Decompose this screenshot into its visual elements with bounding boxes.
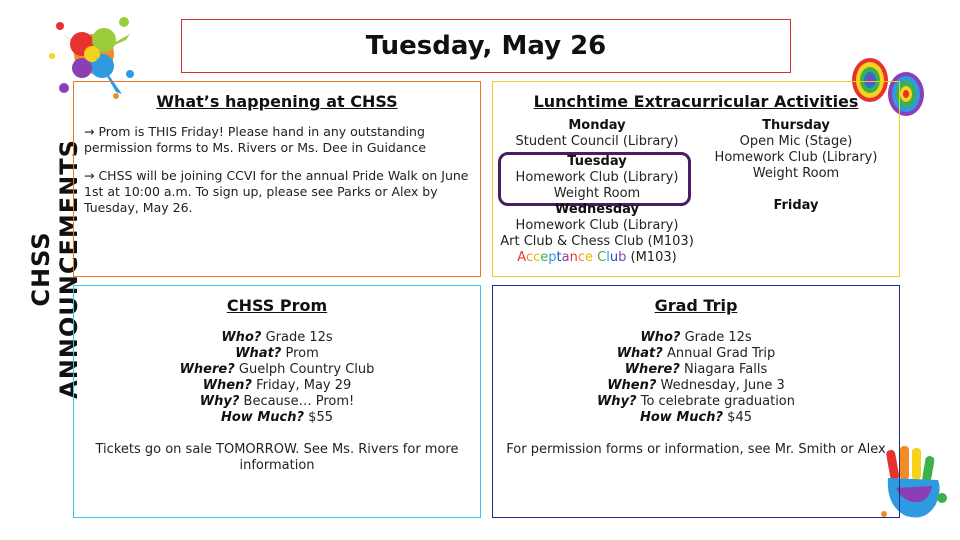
detail-label: How Much? — [220, 410, 305, 425]
day-friday: Friday — [773, 198, 819, 213]
detail-row — [74, 362, 480, 378]
acceptance-word: Acceptance — [517, 250, 594, 265]
lunchtime-title: Lunchtime Extracurricular Activities — [533, 92, 859, 111]
activity-item: Weight Room — [752, 166, 840, 181]
detail-label: What? — [616, 346, 663, 361]
detail-value: Wednesday, June 3 — [660, 378, 785, 393]
whats-happening-body — [84, 124, 474, 228]
detail-row — [493, 346, 899, 362]
club-word: Club — [597, 250, 627, 265]
prom-panel — [73, 285, 481, 518]
activity-item: Student Council (Library) — [515, 134, 679, 149]
side-title: CHSS ANNOUNCEMENTS — [27, 139, 83, 399]
day-wednesday: Wednesday — [555, 202, 639, 217]
detail-label: When? — [607, 378, 657, 393]
day-tuesday: Tuesday — [567, 154, 627, 169]
detail-label: Where? — [624, 362, 680, 377]
detail-label: When? — [202, 378, 252, 393]
detail-label: Where? — [179, 362, 235, 377]
detail-row — [493, 330, 899, 346]
detail-label: How Much? — [639, 410, 724, 425]
date-text: Tuesday, May 26 — [365, 31, 607, 61]
day-thursday: Thursday — [762, 118, 830, 133]
grad-trip-title: Grad Trip — [654, 296, 738, 315]
detail-row — [74, 410, 480, 426]
activity-item: Homework Club (Library) — [515, 218, 679, 233]
prom-note: Tickets go on sale TOMORROW. See Ms. Rivers for more information — [95, 442, 459, 473]
day-monday: Monday — [568, 118, 626, 133]
date-header — [181, 19, 791, 73]
detail-label: Who? — [640, 330, 681, 345]
prom-details — [74, 330, 480, 426]
activity-item: Homework Club (Library) — [714, 150, 878, 165]
detail-row — [74, 378, 480, 394]
detail-value: Prom — [285, 346, 319, 361]
announcement-item: → Prom is THIS Friday! Please hand in any outstanding permission forms to Ms. Rivers or Ms. Dee in Guidance — [84, 124, 427, 155]
activity-item: Open Mic (Stage) — [739, 134, 853, 149]
prom-title: CHSS Prom — [226, 296, 328, 315]
lunch-column-left — [493, 118, 701, 266]
activity-item: Homework Club (Library) — [515, 170, 679, 185]
detail-value: $45 — [727, 410, 752, 425]
detail-row — [493, 362, 899, 378]
detail-row — [74, 346, 480, 362]
detail-value: To celebrate graduation — [640, 394, 796, 409]
detail-row — [74, 330, 480, 346]
grad-trip-note: For permission forms or information, see Mr. Smith or Alex — [506, 442, 886, 457]
detail-value: Niagara Falls — [684, 362, 768, 377]
detail-value: Annual Grad Trip — [666, 346, 776, 361]
grad-trip-panel — [492, 285, 900, 518]
detail-row — [493, 394, 899, 410]
detail-value: Grade 12s — [684, 330, 752, 345]
whats-happening-title: What’s happening at CHSS — [156, 92, 398, 111]
activity-item-acceptance-club — [493, 250, 701, 266]
detail-value: $55 — [308, 410, 333, 425]
detail-value: Grade 12s — [265, 330, 333, 345]
detail-label: Why? — [199, 394, 240, 409]
detail-row — [493, 378, 899, 394]
lunchtime-panel — [492, 81, 900, 277]
detail-label: What? — [235, 346, 282, 361]
activity-item: Art Club & Chess Club (M103) — [500, 234, 694, 249]
detail-row — [493, 410, 899, 426]
detail-row — [74, 394, 480, 410]
announcement-item: → CHSS will be joining CCVI for the annual Pride Walk on June 1st at 10:00 a.m. To sign up, please see Parks or Alex by Tuesday, May 26. — [84, 168, 469, 215]
acceptance-room: (M103) — [630, 250, 677, 265]
detail-label: Who? — [221, 330, 262, 345]
lunch-column-right — [693, 118, 899, 214]
detail-label: Why? — [596, 394, 637, 409]
activity-item: Weight Room — [553, 186, 641, 201]
detail-value: Friday, May 29 — [256, 378, 352, 393]
detail-value: Guelph Country Club — [238, 362, 375, 377]
whats-happening-panel — [73, 81, 481, 277]
detail-value: Because… Prom! — [243, 394, 355, 409]
grad-trip-details — [493, 330, 899, 426]
